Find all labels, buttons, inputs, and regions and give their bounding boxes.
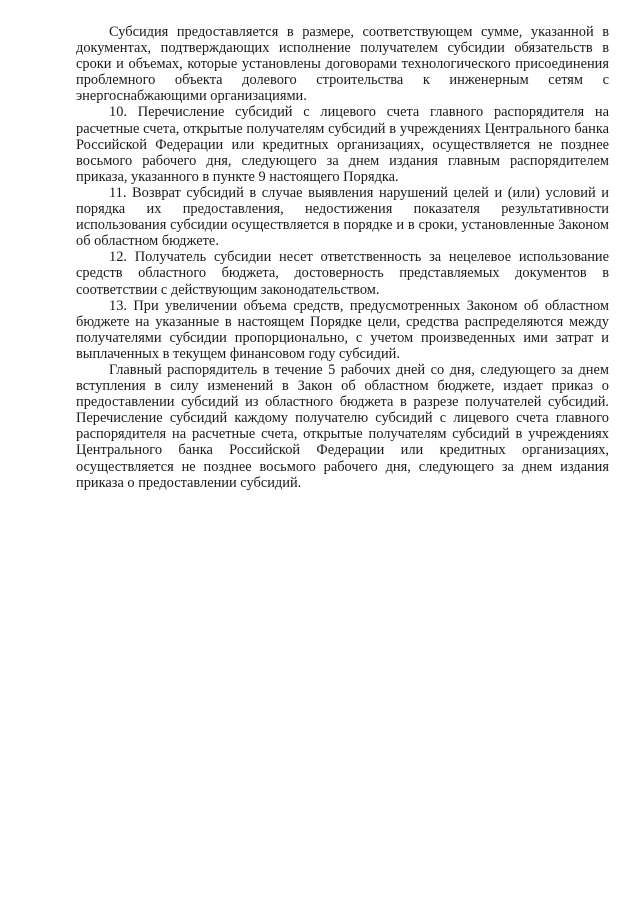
paragraph-main-distributor: Главный распорядитель в течение 5 рабочих дней со дня, следующего за днем вступления в силу изменений в Закон об областном бюджете, издает приказ о предоставлении субсидий из областного бюджета в разрезе получателей субсидий. Перечисление субсидий каждому получателю субсидий с лицевого счета главного распорядителя на расчетные счета, открытые получателям субсидий в учреждениях Центрального банка Российской Федерации или кредитных организациях, осуществляется не позднее восьмого рабочего дня, следующего за днем издания приказа о предоставлении субсидий. <box>76 361 609 491</box>
paragraph-12-responsibility: 12. Получатель субсидии несет ответственность за нецелевое использование средств областного бюджета, достоверность представляемых документов в соответствии с действующим законодательством. <box>76 249 609 298</box>
paragraph-13-increase: 13. При увеличении объема средств, предусмотренных Законом об областном бюджете на указанные в настоящем Порядке цели, средства распределяются между получателями субсидии пропорционально, с учетом произведенных ими затрат и выплаченных в текущем финансовом году субсидий. <box>76 297 609 362</box>
paragraph-10-transfer: 10. Перечисление субсидий с лицевого счета главного распорядителя на расчетные счета, открытые получателям субсидий в учреждениях Центрального банка Российской Федерации или кредитных организациях, осуществляется не позднее восьмого рабочего дня, следующего за днем издания главным распорядителем приказа, указанного в пункте 9 настоящего Порядка. <box>76 104 609 185</box>
document-page <box>76 24 609 491</box>
paragraph-subsidy-amount: Субсидия предоставляется в размере, соответствующем сумме, указанной в документах, подтверждающих исполнение получателем субсидии обязательств в сроки и объемах, которые установлены договорами технологического присоединения проблемного объекта долевого строительства к инженерным сетям с энергоснабжающими организациями. <box>76 24 609 105</box>
paragraph-11-return: 11. Возврат субсидий в случае выявления нарушений целей и (или) условий и порядка их предоставления, недостижения показателя результативности использования субсидии осуществляется в порядке и в сроки, установленные Законом об областном бюджете. <box>76 184 609 250</box>
